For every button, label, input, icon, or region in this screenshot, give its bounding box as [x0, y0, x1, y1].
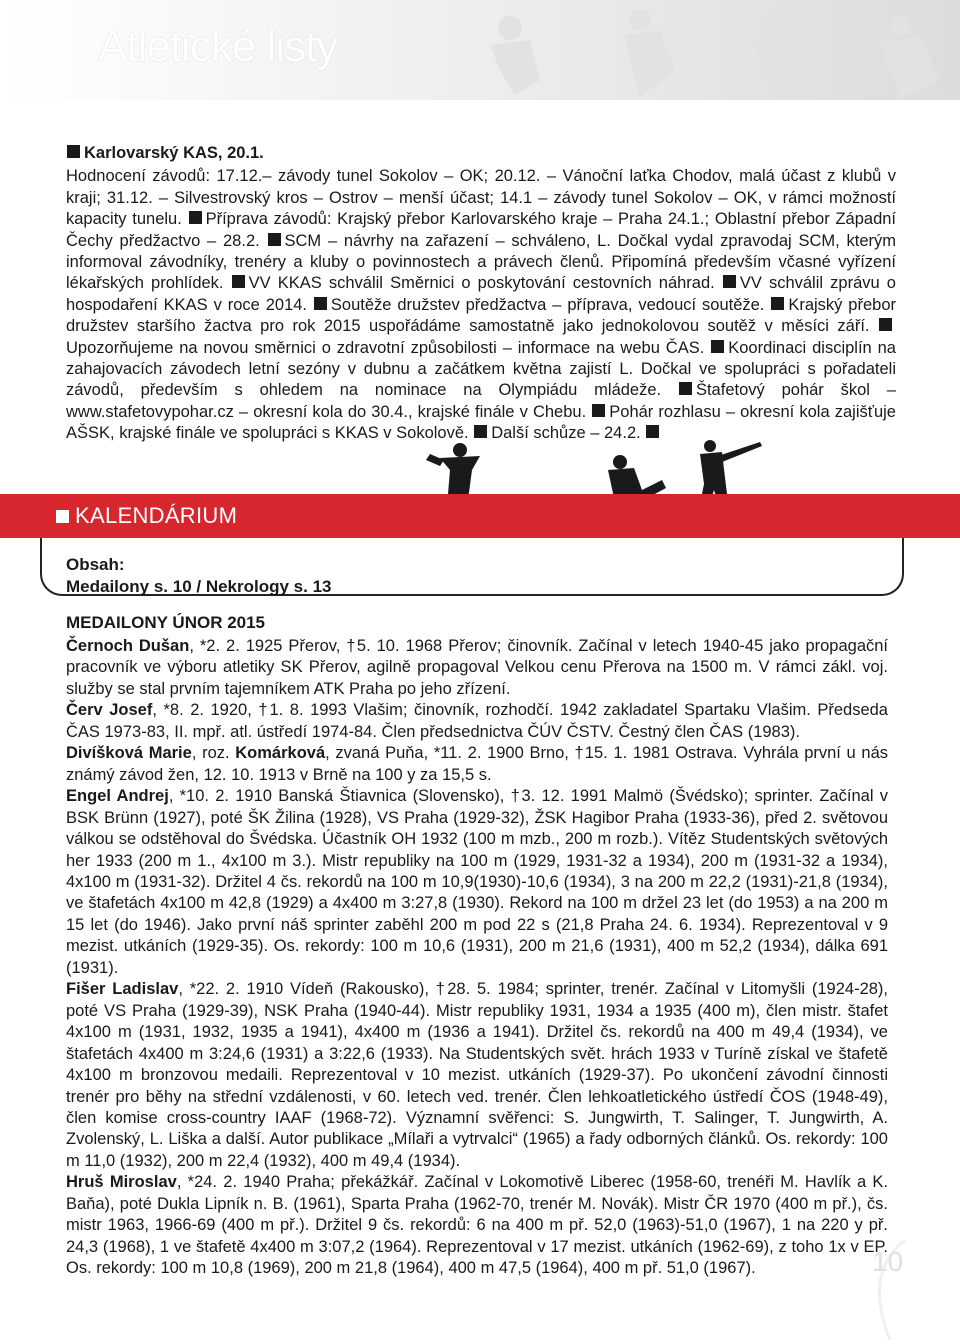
news-item: Štafetový pohár škol – www.stafetovypohar.cz – okresní kola do 30.4., krajské finále v Chebu. [66, 381, 896, 421]
square-bullet-icon [711, 340, 724, 353]
news-item: Pohár rozhlasu – okresní kola zajišťuje AŠSK, krajské finále ve spolupráci s KKAS v Sokolově. [66, 402, 896, 443]
runner-silhouettes [340, 0, 960, 100]
entry-name: Hruš Miroslav [66, 1173, 177, 1192]
news-item: VV schválil zprávu o hospodaření KKAS v roce 2014. [66, 274, 896, 314]
square-bullet-icon [679, 382, 692, 395]
entry-name: Komárková [235, 744, 326, 763]
medallion-entry: Hruš Miroslav, *24. 2. 1940 Praha; překážkář. Začínal v Lokomotivě Liberec (1958-60, trenéři M. Havlík a K. Baňa), poté Dukla Lipník n. B. (1961), Sparta Praha (1962-70, trenér M. Novák). Mistr ČR 1970 (400 m př.), čs. mistr 1963, 1966-69 (400 m př.). Držitel 9 čs. rekordů: 6 na 400 m př. 52,0 (1963)-51,0 (1967), 1 na 220 y př. 24,3 (1968), 1 ve štafetě 4x400 m 3:07,2 (1964). Reprezentoval v 17 mezist. utkáních (1962-69), z toho 1x v EP. Os. rekordy: 100 m 10,8 (1969), 200 m 21,8 (1964), 400 m 47,5 (1964), 400 m př. 51,0 (1967). [66, 1173, 888, 1278]
contents-text: Medailony s. 10 / Nekrology s. 13 [66, 577, 332, 596]
medallion-entry: Divíšková Marie, roz. Komárková, zvaná Puňa, *11. 2. 1900 Brno, †15. 1. 1981 Ostrava. Vyhrála první u nás známý závod žen, 12. 10. 1913 v Brně na 100 y za 15,5 s. [66, 744, 888, 784]
contents-label: Obsah: [66, 555, 125, 574]
contents [66, 554, 332, 598]
square-bullet-icon [879, 318, 892, 331]
news-block [66, 143, 896, 445]
entry-name: Černoch Dušan [66, 637, 190, 655]
page-header-title: Atletické listy [98, 22, 338, 71]
news-item: Upozorňujeme na novou směrnici o zdravotní způsobilosti – informace na webu ČAS. [66, 338, 705, 357]
square-bullet-icon [67, 145, 80, 158]
entry-name: Červ Josef [66, 701, 153, 720]
news-item: Krajský přebor družstev staršího žactva pro rok 2015 uspořádáme samostatně jako jednokolovou soutěž v měsíci září. [66, 295, 897, 336]
news-item: Koordinaci disciplín na zahajovacích závodech letní sezóny v dubnu a začátkem května zajistí L. Dočkal ve spolupráci s pořadateli závodů, především s ohledem na nominace na Olympiádu mládeže. [66, 338, 896, 400]
news-item: VV KKAS schválil Směrnici o poskytování cestovních náhrad. [248, 274, 715, 293]
page-number: 10 [872, 1246, 904, 1277]
square-bullet-icon [646, 425, 659, 438]
news-heading: Karlovarský KAS, 20.1. [66, 143, 896, 164]
square-bullet-icon [592, 404, 605, 417]
news-item: Další schůze – 24.2. [491, 424, 641, 443]
medallions-title: MEDAILONY ÚNOR 2015 [66, 613, 266, 632]
medallion-entry: Černoch Dušan, *2. 2. 1925 Přerov, †5. 10. 1968 Přerov; činovník. Začínal v letech 1940-45 jako propagační pracovník ve výboru atletiky SK Přerov, agilně propagoval Velkou cenu Přerova na 1500 m. V rámci zákl. voj. služby se stal prvním tajemníkem ATK Praha po jeho zřízení. [66, 637, 889, 698]
entry-name: Engel Andrej [66, 787, 169, 806]
square-bullet-icon [189, 211, 202, 224]
news-item: SCM – návrhy na zařazení – schváleno, L. Dočkal vydal zpravodaj SCM, kterým informoval závodníky, trenéry a kluby o povinnostech a právech členů. Připomíná především včasné vyřízení lékařských prohlídek. [66, 231, 896, 293]
section-title: KALENDÁRIUM [56, 503, 237, 529]
square-bullet-icon [232, 275, 245, 288]
medallion-entry: Červ Josef, *8. 2. 1920, †1. 8. 1993 Vlašim; činovník, rozhodčí. 1942 zakladatel Spartaku Vlašim. Předseda ČAS 1973-83, II. mpř. atl. ústředí 1974-84. Člen předsednictva ČÚV ČSTV. Čestný člen ČAS (1983). [66, 701, 888, 741]
medallion-entry: Fišer Ladislav, *22. 2. 1910 Vídeň (Rakousko), †28. 5. 1984; sprinter, trenér. Začínal v Litomyšli (1924-28), poté VS Praha (1929-39), NSK Praha (1940-44). Mistr republiky 1931, 1934 a 1935 (400 m), člen mistr. štafet 4x100 m (1931, 1932, 1935 a 1941), 4x400 m (1936 a 1941). Držitel čs. rekordů na 400 m 49,4 (1934), ve štafetách 4x400 m 3:24,6 (1931) a 3:22,6 (1933). Na Studentských svět. hrách 1933 v Turíně získal ve štafetě 4x100 m bronzovou medaili. Reprezentoval v 10 mezist. utkáních (1929-37). Po ukončení závodní činnosti trenér pro běhy na střední vzdálenosti, v 60. letech ved. trenér. Člen lehkoatletického ústředí ČOS (1948-49), člen komise cross-country IAAF (1968-72). Významní svěřenci: S. Jungwirth, T. Salinger, T. Jungwirth, A. Zvolenský, L. Liška a další. Autor publikace „Mílaři a vytrvalci“ (1965) a řady odborných článků. Os. rekordy: 100 m 11,0 (1932), 200 m 22,4 (1932), 400 m 49,4 (1934). [66, 980, 888, 1170]
entry-name: Fišer Ladislav [66, 980, 179, 999]
entry-name: Divíšková Marie [66, 744, 192, 763]
square-bullet-icon [314, 297, 327, 310]
square-bullet-icon [56, 510, 69, 523]
news-item: Soutěže družstev předžactva – příprava, vedoucí soutěže. [330, 295, 765, 314]
square-bullet-icon [771, 297, 784, 310]
square-bullet-icon [474, 425, 487, 438]
news-item: Hodnocení závodů: 17.12.– závody tunel Sokolov – OK; 20.12. – Vánoční laťka Chodov, malá účast z klubů v kraji; 31.12. – Silvestrovský kros – Ostrov – menší účast; 14.1 – závody tunel Sokolov – OK, v rámci možností kapacity tunelu. [66, 167, 896, 229]
news-item: Příprava závodů: Krajský přebor Karlovarského kraje – Praha 24.1.; Oblastní přebor Západní Čechy předžactvo – 28.2. [66, 210, 897, 250]
square-bullet-icon [723, 275, 736, 288]
square-bullet-icon [268, 233, 281, 246]
medallion-entry: Engel Andrej, *10. 2. 1910 Banská Štiavnica (Slovensko), †3. 12. 1991 Malmö (Švédsko); sprinter. Začínal v BSK Brünn (1927), poté ŠK Žilina (1928), VS Praha (1929-32), ŽSK Hagibor Praha (1933-36), před 2. světovou válkou se odstěhoval do Švédska. Účastník OH 1932 (100 m mzb., 200 m rozb.). Vítěz Studentských světových her 1933 (200 m 1., 4x100 m 3.). Mistr republiky na 100 m (1929, 1931-32 a 1934), 200 m (1931-32 a 1934), 4x100 m (1931-32). Držitel 4 čs. rekordů na 100 m 10,9(1930)-10,6 (1934), 3 na 200 m 22,2 (1931)-21,8 (1934), ve štafetách 4x100 m 42,8 (1929) a 4x400 m 3:27,8 (1930). Rekord na 100 m držel 23 let (do 1953) a na 200 m 15 let (do 1946). Jako první náš sprinter zaběhl 200 m pod 22 s (21,8 Praha 24. 6. 1934). Reprezentoval v 9 mezist. utkáních (1929-35). Os. rekordy: 100 m 10,6 (1931), 200 m 21,6 (1931), 400 m 52,2 (1934), dálka 691 (1931). [66, 787, 888, 977]
medallion-list [66, 636, 888, 1280]
